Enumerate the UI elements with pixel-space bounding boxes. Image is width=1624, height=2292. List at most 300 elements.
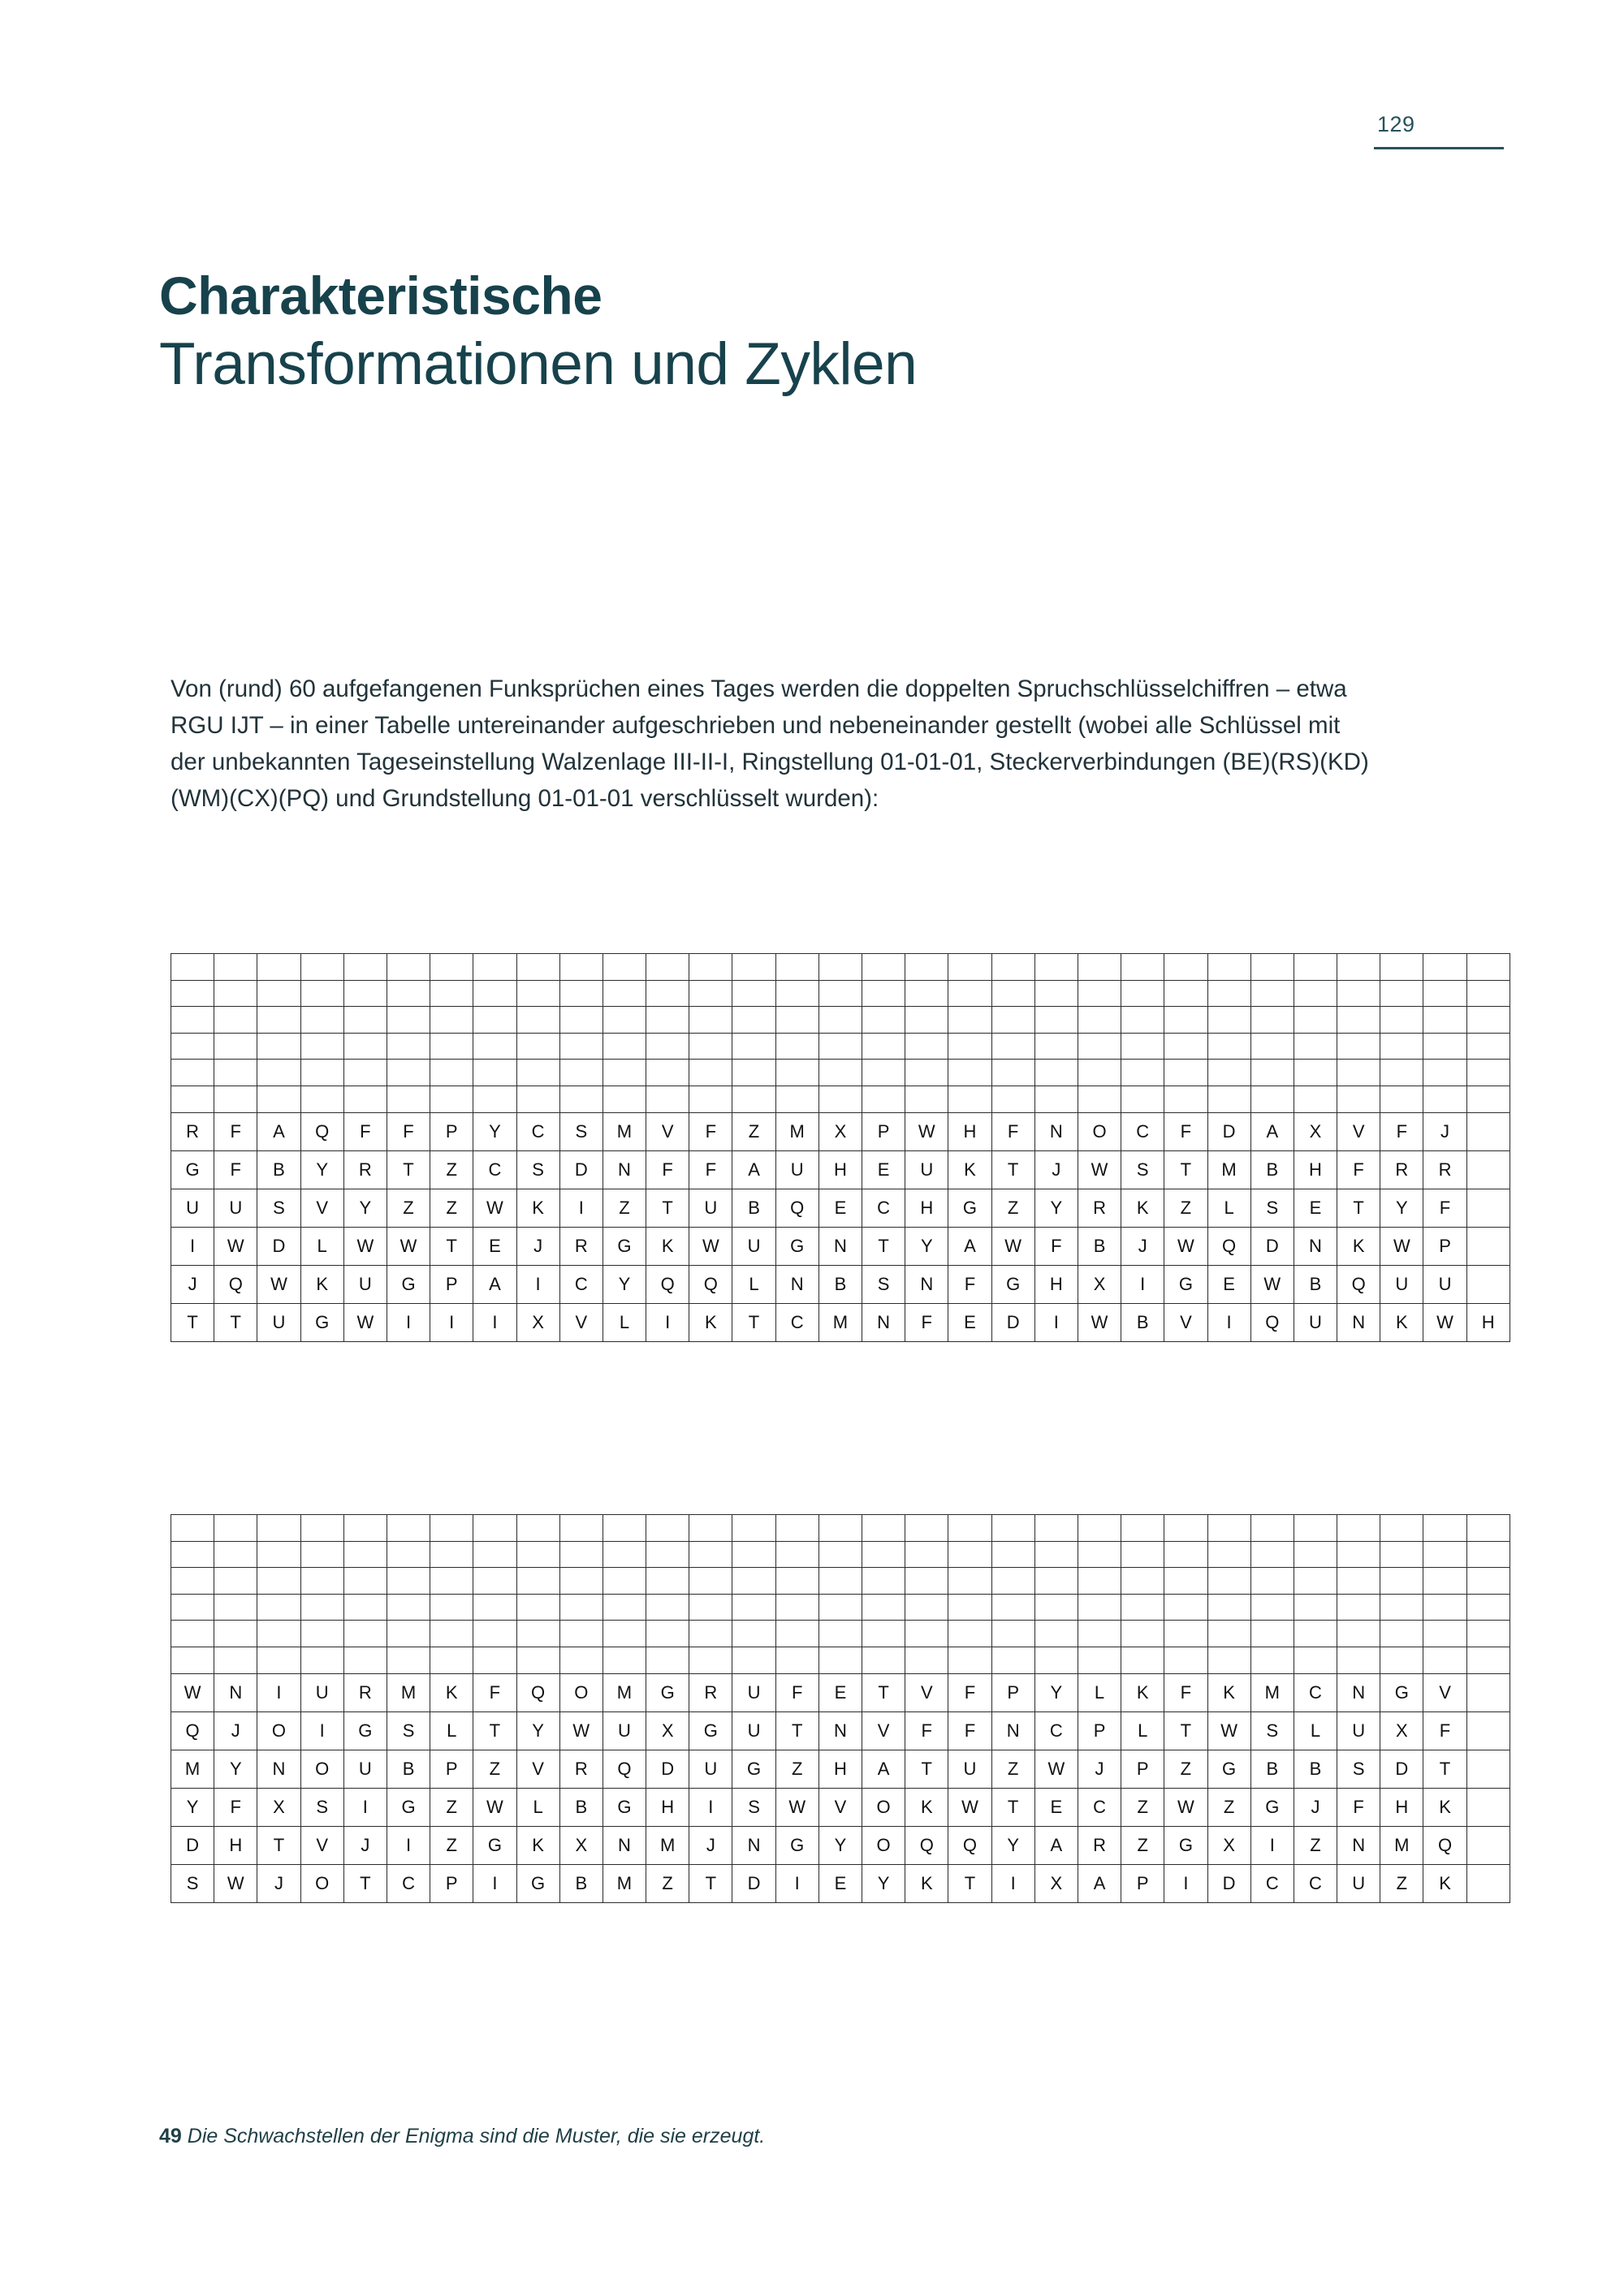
grid-cell: D	[732, 1864, 775, 1902]
grid-cell: U	[257, 1303, 300, 1341]
grid-cell: W	[775, 1788, 818, 1826]
grid-cell-empty	[343, 1594, 387, 1621]
grid-cell-empty	[1034, 1086, 1078, 1112]
grid-cell: Y	[603, 1265, 646, 1303]
grid-cell: C	[1034, 1711, 1078, 1750]
grid-cell-empty	[1207, 1007, 1250, 1034]
grid-cell-empty	[516, 1007, 559, 1034]
grid-cell: U	[343, 1265, 387, 1303]
grid-cell: F	[646, 1150, 689, 1189]
grid-cell-empty	[646, 1541, 689, 1568]
grid-cell-empty	[1164, 1086, 1207, 1112]
grid-cell: T	[689, 1864, 732, 1902]
grid-cell: F	[1423, 1711, 1466, 1750]
grid-cell-empty	[171, 980, 214, 1007]
grid-cell: I	[1121, 1265, 1164, 1303]
grid-cell-empty	[343, 1647, 387, 1673]
grid-cell: G	[689, 1711, 732, 1750]
grid-cell: F	[689, 1112, 732, 1150]
grid-cell: G	[1207, 1750, 1250, 1788]
grid-cell: Z	[1164, 1750, 1207, 1788]
page-title	[159, 265, 1458, 399]
grid-cell-empty	[1250, 1007, 1294, 1034]
grid-cell: Z	[473, 1750, 516, 1788]
grid-cell: Y	[343, 1189, 387, 1227]
grid-cell: F	[1337, 1150, 1380, 1189]
grid-cell: X	[1207, 1826, 1250, 1864]
grid-cell-empty	[1380, 1594, 1423, 1621]
grid-cell: V	[559, 1303, 603, 1341]
grid-cell: E	[818, 1189, 862, 1227]
grid-cell: I	[646, 1303, 689, 1341]
grid-cell-empty	[1250, 1621, 1294, 1647]
grid-cell-empty	[991, 1086, 1034, 1112]
grid-cell-empty	[1078, 954, 1121, 981]
grid-cell: M	[603, 1112, 646, 1150]
grid-cell-empty	[171, 1060, 214, 1086]
grid-cell-empty	[1034, 1568, 1078, 1595]
grid-cell-empty	[387, 954, 430, 981]
grid-cell-empty	[1380, 1647, 1423, 1673]
grid-cell-empty	[473, 1647, 516, 1673]
grid-cell-empty	[775, 1541, 818, 1568]
table-row	[171, 1621, 1510, 1647]
grid-cell: U	[343, 1750, 387, 1788]
grid-cell: N	[1294, 1227, 1337, 1265]
grid-cell-empty	[603, 954, 646, 981]
grid-cell: Z	[1380, 1864, 1423, 1902]
grid-cell-empty	[862, 1621, 905, 1647]
grid-cell: N	[1337, 1826, 1380, 1864]
grid-cell-empty	[430, 1647, 473, 1673]
grid-cell-empty	[343, 980, 387, 1007]
grid-cell: N	[1337, 1303, 1380, 1341]
grid-cell-empty	[862, 1541, 905, 1568]
grid-cell-empty	[343, 1621, 387, 1647]
grid-cell-empty	[171, 1568, 214, 1595]
table-row	[171, 1227, 1510, 1265]
grid-cell-empty	[1078, 1515, 1121, 1542]
grid-cell-empty	[1466, 1594, 1510, 1621]
grid-cell: A	[862, 1750, 905, 1788]
grid-cell: A	[948, 1227, 991, 1265]
figure-caption-number: 49	[159, 2125, 182, 2147]
grid-cell: Q	[516, 1673, 559, 1711]
grid-cell: H	[1034, 1265, 1078, 1303]
grid-cell-empty	[1164, 1647, 1207, 1673]
grid-cell: N	[257, 1750, 300, 1788]
grid-cell-empty	[1121, 1647, 1164, 1673]
grid-cell: F	[1164, 1112, 1207, 1150]
grid-cell-empty	[559, 1621, 603, 1647]
grid-cell-empty	[1423, 1007, 1466, 1034]
grid-cell: W	[214, 1227, 257, 1265]
grid-cell-empty	[1034, 1647, 1078, 1673]
grid-cell: I	[1250, 1826, 1294, 1864]
grid-cell-empty	[603, 1647, 646, 1673]
grid-cell: T	[214, 1303, 257, 1341]
grid-cell: J	[689, 1826, 732, 1864]
grid-cell-empty	[732, 1033, 775, 1060]
grid-cell-empty	[818, 1086, 862, 1112]
grid-cell: Z	[430, 1788, 473, 1826]
grid-cell: T	[1337, 1189, 1380, 1227]
grid-cell-empty	[473, 980, 516, 1007]
grid-cell-empty	[1337, 1007, 1380, 1034]
grid-cell: V	[1423, 1673, 1466, 1711]
grid-cell-empty	[905, 1033, 948, 1060]
grid-cell-empty	[862, 1007, 905, 1034]
grid-cell: W	[343, 1303, 387, 1341]
grid-cell: W	[343, 1227, 387, 1265]
grid-cell-empty	[1380, 980, 1423, 1007]
grid-cell-empty	[473, 1541, 516, 1568]
grid-cell-empty	[603, 1541, 646, 1568]
grid-cell: I	[300, 1711, 343, 1750]
grid-cell: O	[559, 1673, 603, 1711]
table-row	[171, 1265, 1510, 1303]
grid-cell: V	[862, 1711, 905, 1750]
grid-cell: Y	[1034, 1189, 1078, 1227]
grid-cell: F	[1164, 1673, 1207, 1711]
grid-cell-empty	[214, 1033, 257, 1060]
grid-cell: V	[1337, 1112, 1380, 1150]
grid-cell: U	[300, 1673, 343, 1711]
grid-cell: T	[862, 1227, 905, 1265]
grid-cell-empty	[948, 1033, 991, 1060]
grid-cell: N	[1337, 1673, 1380, 1711]
grid-cell: U	[1294, 1303, 1337, 1341]
grid-cell: L	[1207, 1189, 1250, 1227]
grid-cell-empty	[1078, 1621, 1121, 1647]
grid-cell-empty	[171, 1086, 214, 1112]
grid-cell: C	[862, 1189, 905, 1227]
grid-cell-empty	[1034, 1515, 1078, 1542]
grid-cell-empty	[905, 980, 948, 1007]
grid-cell: C	[559, 1265, 603, 1303]
grid-cell: F	[1423, 1189, 1466, 1227]
grid-cell: X	[1294, 1112, 1337, 1150]
grid-cell: T	[171, 1303, 214, 1341]
grid-cell-empty	[387, 980, 430, 1007]
grid-cell-empty	[214, 1541, 257, 1568]
grid-cell-empty	[1380, 1541, 1423, 1568]
grid-cell: G	[1380, 1673, 1423, 1711]
table-row	[171, 1515, 1510, 1542]
grid-cell-empty	[559, 1541, 603, 1568]
grid-cell-empty	[1380, 954, 1423, 981]
grid-cell: W	[1164, 1227, 1207, 1265]
grid-cell: O	[300, 1864, 343, 1902]
table-row	[171, 1112, 1510, 1150]
grid-cell: Y	[300, 1150, 343, 1189]
grid-cell-empty	[905, 1060, 948, 1086]
grid-cell-empty	[991, 1541, 1034, 1568]
grid-cell: P	[430, 1265, 473, 1303]
grid-cell: P	[430, 1112, 473, 1150]
grid-cell: Z	[991, 1750, 1034, 1788]
grid-cell-empty	[1250, 1647, 1294, 1673]
grid-cell: U	[905, 1150, 948, 1189]
grid-cell-empty	[1423, 1568, 1466, 1595]
grid-cell-empty	[1164, 1033, 1207, 1060]
grid-cell: C	[473, 1150, 516, 1189]
grid-cell: Q	[775, 1189, 818, 1227]
grid-cell-empty	[818, 1568, 862, 1595]
grid-cell: D	[171, 1826, 214, 1864]
grid-cell-empty	[559, 1647, 603, 1673]
grid-cell-empty	[1466, 954, 1510, 981]
grid-cell-empty	[473, 1060, 516, 1086]
grid-cell-empty	[214, 954, 257, 981]
grid-cell-empty	[1034, 1594, 1078, 1621]
grid-cell: T	[775, 1711, 818, 1750]
grid-cell: U	[775, 1150, 818, 1189]
figure-caption-text: Die Schwachstellen der Enigma sind die Muster, die sie erzeugt.	[181, 2125, 766, 2147]
grid-cell: T	[1423, 1750, 1466, 1788]
second-cipher-table	[171, 1514, 1510, 1903]
grid-cell: G	[343, 1711, 387, 1750]
grid-cell-empty	[473, 954, 516, 981]
grid-cell: G	[732, 1750, 775, 1788]
grid-cell: Z	[991, 1189, 1034, 1227]
grid-cell-empty	[646, 980, 689, 1007]
grid-cell: J	[1121, 1227, 1164, 1265]
grid-cell: T	[1164, 1150, 1207, 1189]
grid-cell-empty	[732, 1541, 775, 1568]
grid-cell: I	[1207, 1303, 1250, 1341]
grid-cell-empty	[1423, 1647, 1466, 1673]
grid-cell: I	[991, 1864, 1034, 1902]
grid-cell-empty	[775, 1647, 818, 1673]
grid-cell: I	[343, 1788, 387, 1826]
grid-cell-empty	[1294, 1033, 1337, 1060]
grid-cell: R	[1380, 1150, 1423, 1189]
grid-cell-empty	[775, 1621, 818, 1647]
grid-cell: K	[1121, 1189, 1164, 1227]
grid-cell-empty	[300, 1594, 343, 1621]
grid-cell: I	[171, 1227, 214, 1265]
figure-caption	[159, 2122, 1134, 2151]
grid-cell-empty	[559, 1060, 603, 1086]
grid-cell-empty	[646, 1568, 689, 1595]
grid-cell-empty	[1034, 1060, 1078, 1086]
grid-cell-empty	[1121, 1007, 1164, 1034]
table-row	[171, 1007, 1510, 1034]
grid-cell-empty	[257, 1060, 300, 1086]
grid-cell: W	[171, 1673, 214, 1711]
grid-cell-empty	[1380, 1621, 1423, 1647]
grid-cell-empty	[1164, 980, 1207, 1007]
grid-cell-empty	[300, 1568, 343, 1595]
grid-cell: Q	[689, 1265, 732, 1303]
table-row	[171, 1673, 1510, 1711]
grid-cell: Z	[1164, 1189, 1207, 1227]
grid-cell	[1466, 1750, 1510, 1788]
grid-cell: O	[862, 1788, 905, 1826]
grid-cell-empty	[948, 1007, 991, 1034]
grid-cell-empty	[1250, 1060, 1294, 1086]
grid-cell: O	[862, 1826, 905, 1864]
table-row	[171, 1568, 1510, 1595]
grid-cell-empty	[516, 1541, 559, 1568]
grid-cell: S	[559, 1112, 603, 1150]
grid-cell: W	[214, 1864, 257, 1902]
grid-cell: M	[603, 1673, 646, 1711]
grid-cell-empty	[818, 1060, 862, 1086]
grid-cell: O	[300, 1750, 343, 1788]
grid-cell-empty	[646, 954, 689, 981]
grid-cell: Y	[516, 1711, 559, 1750]
grid-cell: Y	[905, 1227, 948, 1265]
grid-cell-empty	[732, 1515, 775, 1542]
grid-cell-empty	[905, 1515, 948, 1542]
grid-cell: Y	[473, 1112, 516, 1150]
grid-cell-empty	[430, 1621, 473, 1647]
grid-cell-empty	[171, 1541, 214, 1568]
grid-cell: L	[1121, 1711, 1164, 1750]
grid-cell: Q	[214, 1265, 257, 1303]
grid-cell: P	[862, 1112, 905, 1150]
grid-cell: G	[473, 1826, 516, 1864]
grid-cell: J	[171, 1265, 214, 1303]
grid-cell-empty	[862, 1647, 905, 1673]
grid-cell-empty	[1078, 1007, 1121, 1034]
grid-cell: K	[516, 1826, 559, 1864]
grid-cell-empty	[516, 1621, 559, 1647]
grid-cell: R	[559, 1227, 603, 1265]
grid-cell-empty	[905, 1647, 948, 1673]
page-number-block	[1374, 112, 1504, 149]
grid-cell-empty	[1466, 1647, 1510, 1673]
grid-cell: E	[1034, 1788, 1078, 1826]
table-row	[171, 1647, 1510, 1673]
grid-cell-empty	[1423, 1621, 1466, 1647]
grid-cell-empty	[387, 1541, 430, 1568]
grid-cell: U	[1423, 1265, 1466, 1303]
grid-cell: C	[1250, 1864, 1294, 1902]
grid-cell: G	[1250, 1788, 1294, 1826]
grid-cell-empty	[991, 1594, 1034, 1621]
grid-cell-empty	[1337, 1086, 1380, 1112]
grid-cell-empty	[1078, 1594, 1121, 1621]
grid-cell-empty	[991, 1033, 1034, 1060]
grid-cell-empty	[818, 954, 862, 981]
grid-cell-empty	[430, 1541, 473, 1568]
grid-cell-empty	[559, 1033, 603, 1060]
grid-cell: Z	[1294, 1826, 1337, 1864]
grid-cell-empty	[689, 1568, 732, 1595]
grid-cell-empty	[387, 1515, 430, 1542]
grid-cell: U	[689, 1750, 732, 1788]
grid-cell: J	[214, 1711, 257, 1750]
grid-cell-empty	[862, 1086, 905, 1112]
grid-cell-empty	[257, 1568, 300, 1595]
grid-cell-empty	[257, 1541, 300, 1568]
grid-cell: U	[1380, 1265, 1423, 1303]
grid-cell: Y	[991, 1826, 1034, 1864]
grid-cell-empty	[387, 1621, 430, 1647]
grid-cell-empty	[1121, 1621, 1164, 1647]
grid-cell-empty	[732, 1060, 775, 1086]
grid-cell: B	[818, 1265, 862, 1303]
grid-cell-empty	[1466, 1515, 1510, 1542]
grid-cell-empty	[1164, 954, 1207, 981]
grid-cell: U	[732, 1711, 775, 1750]
grid-cell: Q	[171, 1711, 214, 1750]
grid-cell-empty	[516, 954, 559, 981]
grid-cell: P	[1078, 1711, 1121, 1750]
grid-cell: G	[1164, 1265, 1207, 1303]
grid-cell-empty	[1337, 1621, 1380, 1647]
grid-cell: E	[1294, 1189, 1337, 1227]
grid-cell: Y	[171, 1788, 214, 1826]
grid-cell-empty	[1121, 1515, 1164, 1542]
grid-cell: S	[300, 1788, 343, 1826]
grid-cell: S	[862, 1265, 905, 1303]
grid-cell-empty	[775, 1086, 818, 1112]
grid-cell: I	[1164, 1864, 1207, 1902]
grid-cell-empty	[343, 1060, 387, 1086]
grid-cell-empty	[603, 1515, 646, 1542]
grid-cell: E	[948, 1303, 991, 1341]
grid-cell-empty	[1337, 1515, 1380, 1542]
grid-cell: M	[171, 1750, 214, 1788]
grid-cell: M	[775, 1112, 818, 1150]
grid-cell-empty	[559, 1007, 603, 1034]
grid-cell: X	[1034, 1864, 1078, 1902]
grid-cell: T	[1164, 1711, 1207, 1750]
grid-cell: F	[387, 1112, 430, 1150]
grid-cell-empty	[1250, 1515, 1294, 1542]
grid-cell: B	[559, 1788, 603, 1826]
grid-cell	[1466, 1826, 1510, 1864]
grid-cell: Z	[430, 1189, 473, 1227]
grid-cell-empty	[516, 1515, 559, 1542]
grid-cell: K	[1121, 1673, 1164, 1711]
grid-cell-empty	[516, 980, 559, 1007]
grid-cell-empty	[300, 1647, 343, 1673]
grid-cell-empty	[1294, 1515, 1337, 1542]
grid-cell-empty	[862, 980, 905, 1007]
grid-cell-empty	[1207, 1515, 1250, 1542]
grid-cell-empty	[1121, 980, 1164, 1007]
table-row	[171, 1541, 1510, 1568]
table-row	[171, 980, 1510, 1007]
grid-cell: R	[171, 1112, 214, 1150]
grid-cell-empty	[214, 1515, 257, 1542]
grid-cell: S	[1337, 1750, 1380, 1788]
grid-cell	[1466, 1112, 1510, 1150]
grid-cell: U	[689, 1189, 732, 1227]
grid-cell: B	[1250, 1150, 1294, 1189]
grid-cell-empty	[775, 1568, 818, 1595]
grid-cell-empty	[1466, 1033, 1510, 1060]
table-row	[171, 1864, 1510, 1902]
grid-cell-empty	[948, 1060, 991, 1086]
grid-cell: Z	[732, 1112, 775, 1150]
grid-cell: F	[991, 1112, 1034, 1150]
grid-cell: A	[732, 1150, 775, 1189]
grid-cell-empty	[1121, 1086, 1164, 1112]
grid-cell-empty	[1466, 980, 1510, 1007]
grid-cell: B	[1121, 1303, 1164, 1341]
grid-cell-empty	[473, 1033, 516, 1060]
grid-cell-empty	[1380, 1007, 1423, 1034]
grid-cell-empty	[1250, 1086, 1294, 1112]
grid-cell: K	[646, 1227, 689, 1265]
grid-cell-empty	[862, 1568, 905, 1595]
